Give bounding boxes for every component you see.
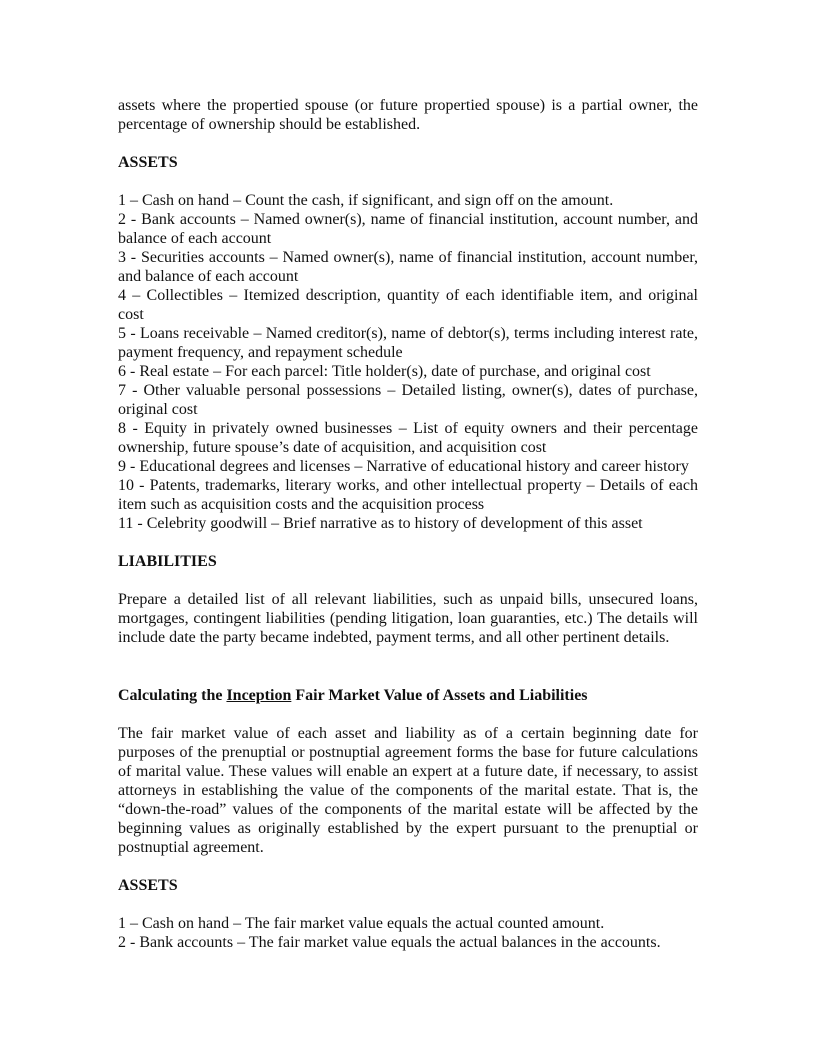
asset-item: 8 - Equity in privately owned businesses – List of equity owners and their percentage ownership, future spouse’s date of acquisition, and acquisition cost: [118, 420, 698, 456]
liabilities-paragraph: Prepare a detailed list of all relevant liabilities, such as unpaid bills, unsecured loans, mortgages, contingent liabilities (pending litigation, loan guaranties, etc.) The details will include date the party became indebted, payment terms, and all other pertinent details.: [118, 591, 698, 646]
assets-heading-2: ASSETS: [118, 877, 178, 894]
liabilities-heading: LIABILITIES: [118, 553, 217, 570]
asset-item: 3 - Securities accounts – Named owner(s), name of financial institution, account number, and balance of each account: [118, 249, 698, 285]
inception-heading-post: Fair Market Value of Assets and Liabilities: [291, 687, 588, 704]
inception-heading: [118, 686, 698, 705]
asset-item: 4 – Collectibles – Itemized description, quantity of each identifiable item, and original cost: [118, 287, 698, 323]
asset-item: 9 - Educational degrees and licenses – Narrative of educational history and career history: [118, 458, 689, 475]
inception-paragraph: The fair market value of each asset and liability as of a certain beginning date for purposes of the prenuptial or postnuptial agreement forms the base for future calculations of marital value. These values will enable an expert at a future date, if necessary, to assist attorneys in establishing the value of the components of the marital estate. That is, the “down-the-road” values of the components of the marital estate will be affected by the beginning values as originally established by the expert pursuant to the prenuptial or postnuptial agreement.: [118, 725, 698, 856]
asset-item: 2 - Bank accounts – The fair market value equals the actual balances in the accounts.: [118, 934, 661, 951]
asset-item: 10 - Patents, trademarks, literary works, and other intellectual property – Details of each item such as acquisition costs and the acquisition process: [118, 477, 698, 513]
assets-list-1: [118, 191, 698, 533]
inception-heading-underlined-word: Inception: [226, 687, 292, 704]
asset-item: 6 - Real estate – For each parcel: Title holder(s), date of purchase, and original cost: [118, 363, 651, 380]
inception-heading-pre: Calculating the: [118, 687, 227, 704]
asset-item: 5 - Loans receivable – Named creditor(s), name of debtor(s), terms including interest rate, payment frequency, and repayment schedule: [118, 325, 698, 361]
assets-list-2: [118, 914, 698, 952]
asset-item: 11 - Celebrity goodwill – Brief narrative as to history of development of this asset: [118, 515, 643, 532]
asset-item: 1 – Cash on hand – The fair market value equals the actual counted amount.: [118, 915, 605, 932]
intro-paragraph: assets where the propertied spouse (or future propertied spouse) is a partial owner, the percentage of ownership should be established.: [118, 97, 698, 133]
asset-item: 7 - Other valuable personal possessions – Detailed listing, owner(s), dates of purchase, original cost: [118, 382, 698, 418]
assets-heading-1: ASSETS: [118, 154, 178, 171]
asset-item: 1 – Cash on hand – Count the cash, if significant, and sign off on the amount.: [118, 192, 614, 209]
asset-item: 2 - Bank accounts – Named owner(s), name of financial institution, account number, and balance of each account: [118, 211, 698, 247]
document-content: [118, 96, 698, 971]
